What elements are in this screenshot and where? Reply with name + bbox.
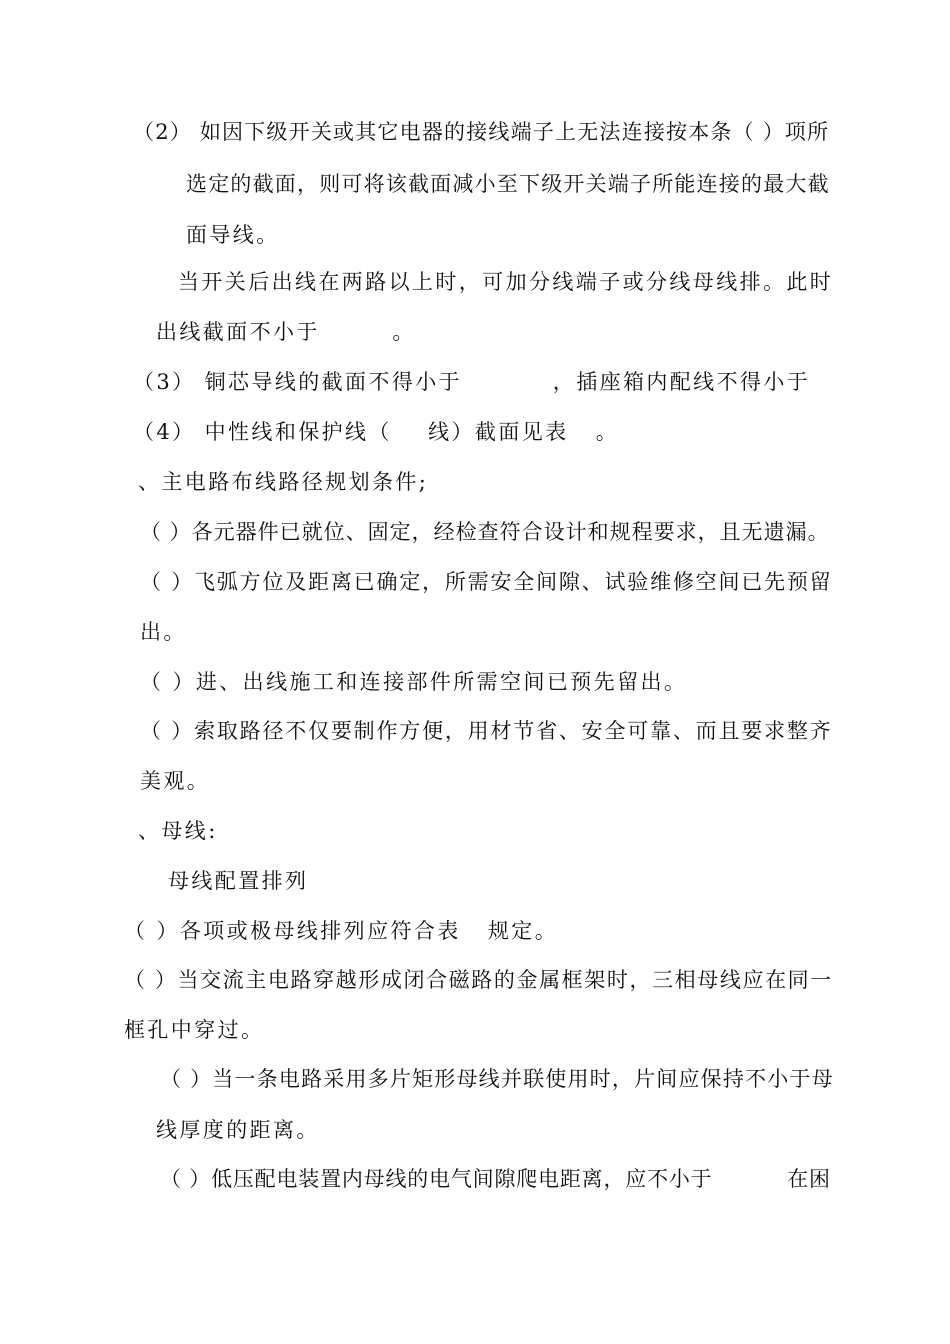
paragraph-line: 面导线。 [186, 223, 280, 247]
list-item: （ ）索取路径不仅要制作方便，用材节省、安全可靠、而且要求整齐 [140, 719, 833, 743]
list-item: （ ）飞弧方位及距离已确定，所需安全间隙、试验维修空间已先预留 [140, 570, 833, 594]
paragraph-line: （4） 中性线和保护线（ 线）截面见表 。 [133, 420, 620, 444]
list-item: （ ）低压配电装置内母线的电气间隙爬电距离，应不小于 在困 [160, 1167, 831, 1191]
list-item: （ ）进、出线施工和连接部件所需空间已预先留出。 [140, 670, 688, 694]
paragraph-line: 当开关后出线在两路以上时，可加分线端子或分线母线排。此时 [178, 270, 834, 294]
list-item-continuation: 线厚度的距离。 [156, 1118, 320, 1142]
section-heading: 、主电路布线路径规划条件; [138, 470, 429, 494]
section-heading: 、母线: [138, 819, 218, 843]
list-item: （ ）各元器件已就位、固定，经检查符合设计和规程要求，且无遗漏。 [140, 520, 830, 544]
list-item-continuation: 框孔中穿过。 [124, 1018, 265, 1042]
paragraph-line: 出线截面不小于 。 [156, 320, 416, 344]
list-item-continuation: 出。 [140, 620, 187, 644]
list-item: （ ）当交流主电路穿越形成闭合磁路的金属框架时，三相母线应在同一 [124, 968, 833, 992]
list-item: （ ）各项或极母线排列应符合表 规定。 [124, 919, 559, 943]
paragraph-line: （2） 如因下级开关或其它电器的接线端子上无法连接按本条（ ）项所 [133, 120, 830, 144]
paragraph-line: （3） 铜芯导线的截面不得小于 ，插座箱内配线不得小于 [133, 370, 811, 394]
subsection-heading: 母线配置排列 [168, 869, 309, 893]
list-item-continuation: 美观。 [140, 769, 211, 793]
paragraph-line: 选定的截面，则可将该截面减小至下级开关端子所能连接的最大截 [186, 172, 830, 196]
list-item: （ ）当一条电路采用多片矩形母线并联使用时，片间应保持不小于母 [160, 1067, 834, 1091]
